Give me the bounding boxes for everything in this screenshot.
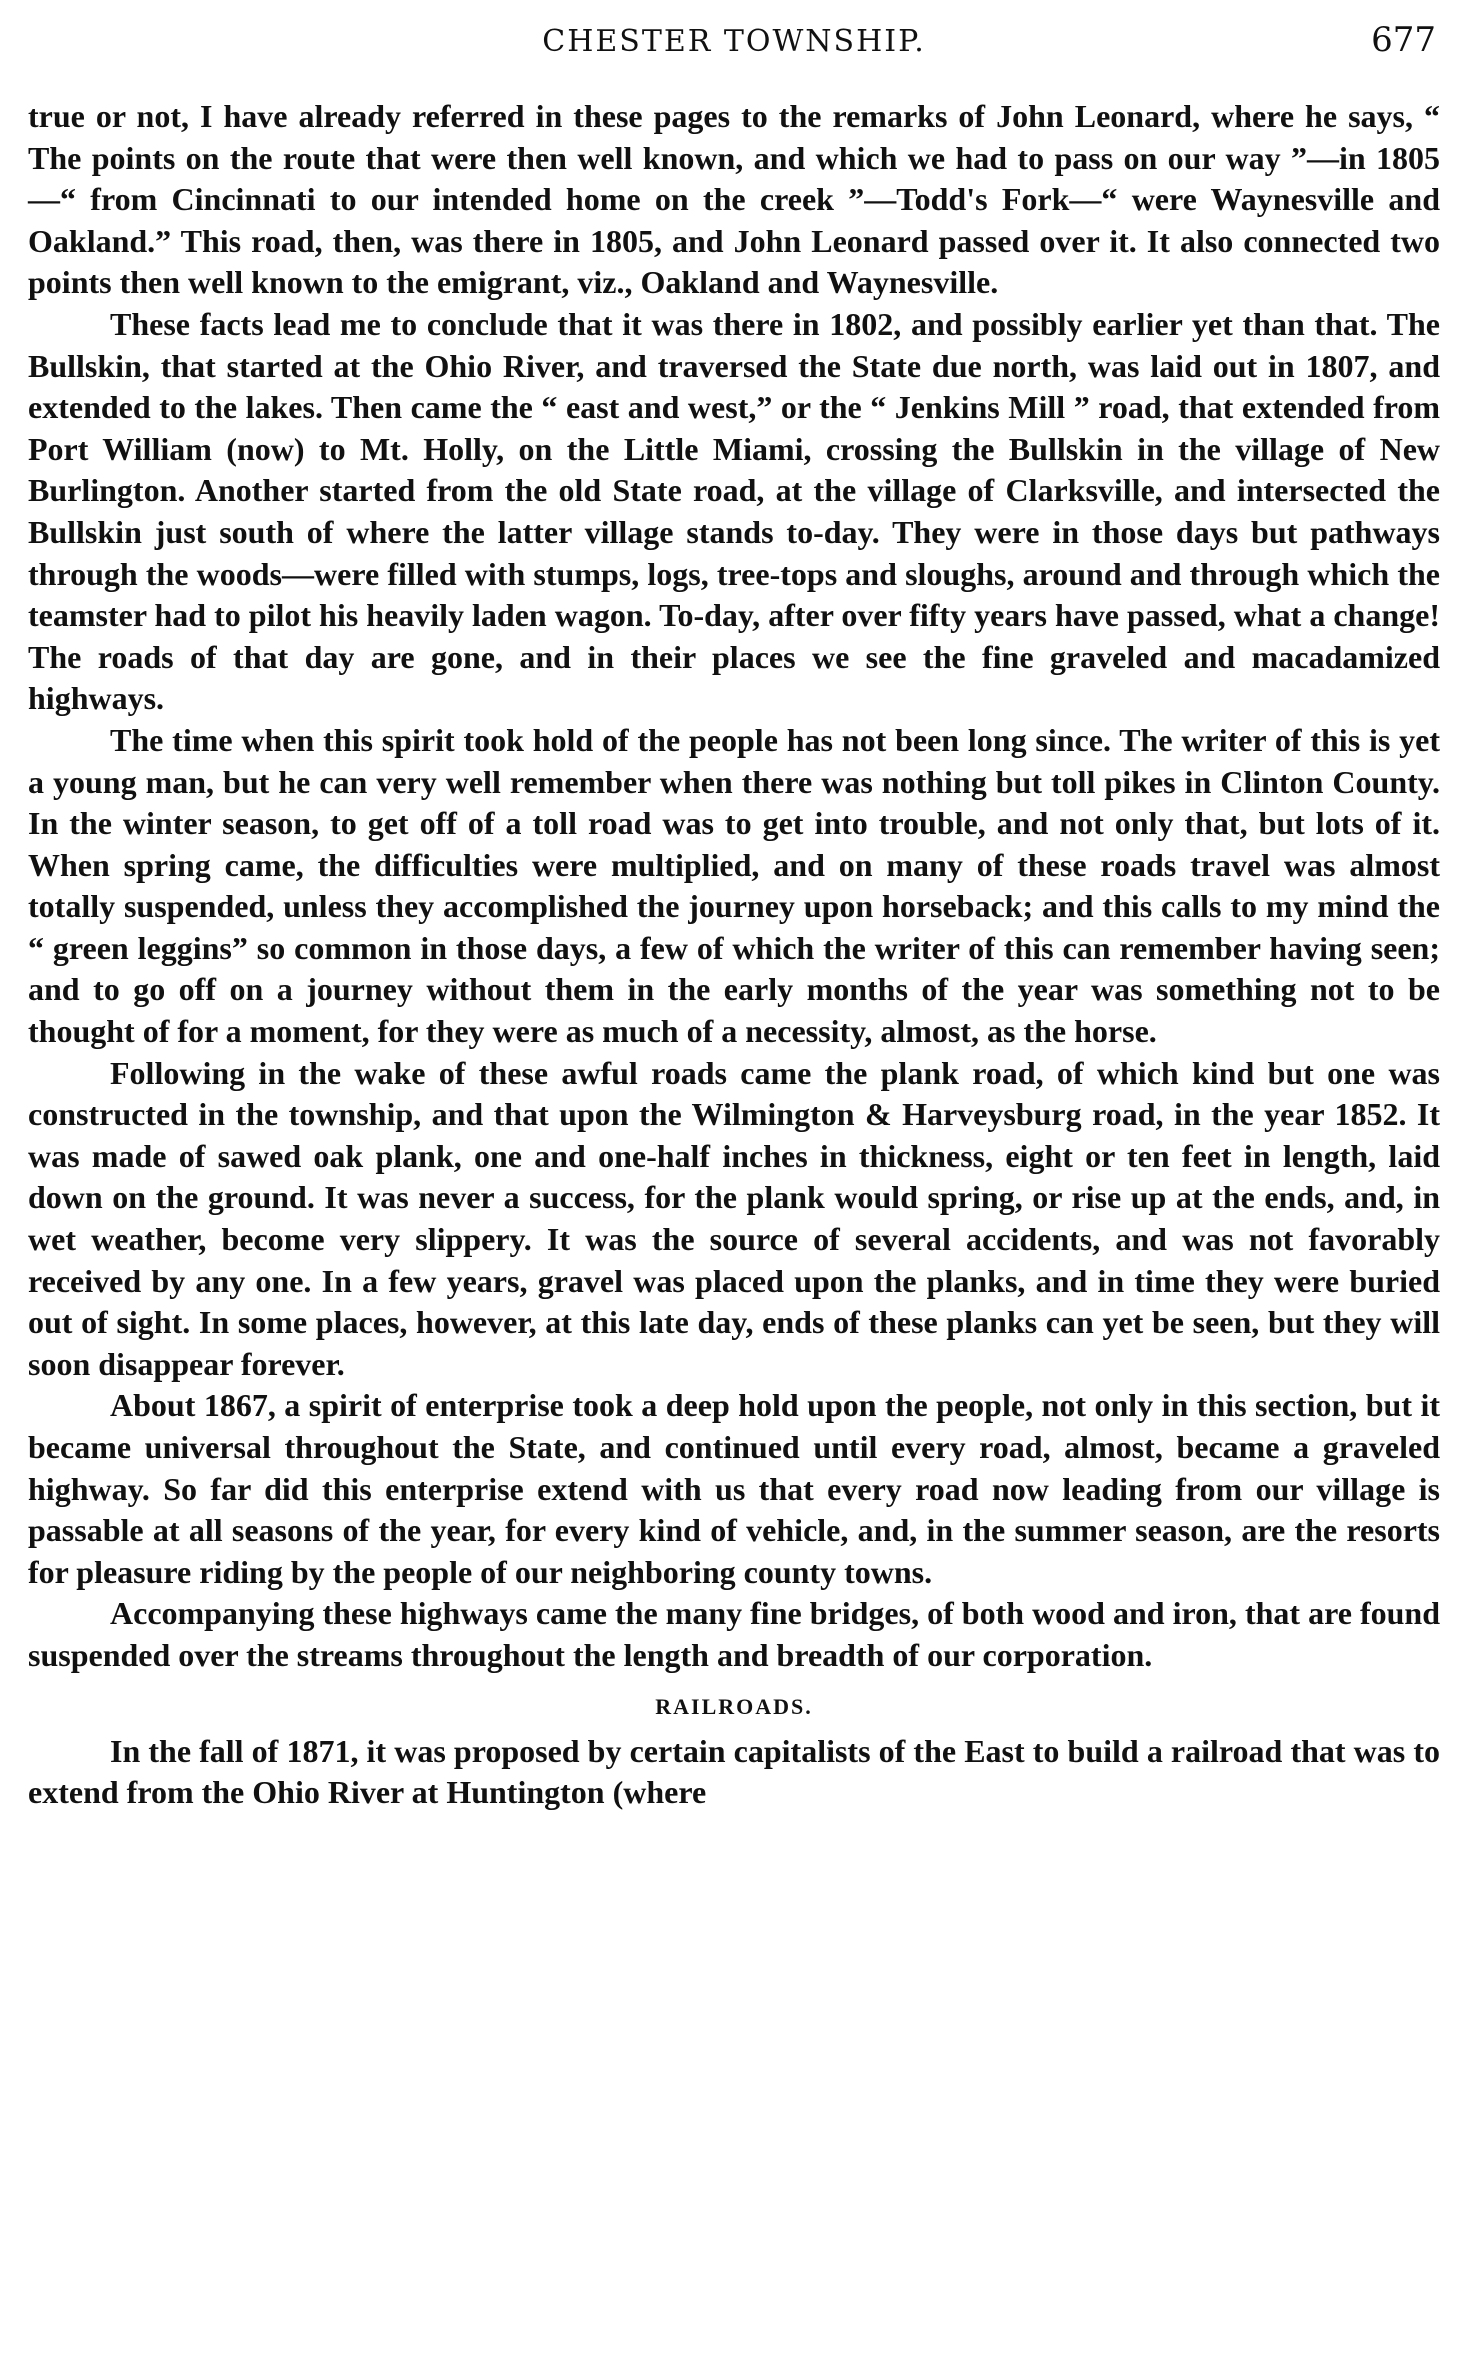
running-title: CHESTER TOWNSHIP. [542, 24, 926, 59]
paragraph-roads-history: These facts lead me to conclude that it was there in 1802, and possibly earlier yet than that. The Bullskin, that started at the Ohio River, and traversed the State due north, was laid out in 1807, and extended to the lakes. Then came the “ east and west,” or the “ Jenkins Mill ” road, that extended from Port William (now) to Mt. Holly, on the Little Miami, crossing the Bullskin in the village of New Burlington. Another started from the old State road, at the village of Clarksville, and intersected the Bullskin just south of where the latter village stands to-day. They were in those days but pathways through the woods—were filled with stumps, logs, tree-tops and sloughs, around and through which the teamster had to pilot his heavily laden wagon. To-day, after over fifty years have passed, what a change! The roads of that day are gone, and in their places we see the fine graveled and macadamized highways. [28, 305, 1440, 717]
running-head [28, 0, 1440, 96]
paragraph-graveled-highways: About 1867, a spirit of enterprise took a deep hold upon the people, not only in this section, but it became universal throughout the State, and continued until every road, almost, became a graveled highway. So far did this enterprise extend with us that every road now leading from our village is passable at all seasons of the year, for every kind of vehicle, and, in the summer season, are the resorts for pleasure riding by the people of our neighboring county towns. [28, 1387, 1440, 1590]
body-text [28, 96, 1440, 1814]
book-page [28, 0, 1440, 2368]
paragraph-toll-pikes: The time when this spirit took hold of the people has not been long since. The writer of this is yet a young man, but he can very well remember when there was nothing but toll pikes in Clinton County. In the winter season, to get off of a toll road was to get into trouble, and not only that, but lots of it. When spring came, the difficulties were multiplied, and on many of these roads travel was almost totally suspended, unless they accomplished the journey upon horseback; and this calls to my mind the “ green leggins” so common in those days, a few of which the writer of this can remember having seen; and to go off on a journey without them in the early months of the year was something not to be thought of for a moment, for they were as much of a necessity, almost, as the horse. [28, 721, 1440, 1050]
paragraph-bridges: Accompanying these highways came the many fine bridges, of both wood and iron, that are found suspended over the streams throughout the length and breadth of our corporation. [28, 1595, 1440, 1673]
paragraph-plank-road: Following in the wake of these awful roads came the plank road, of which kind but one was constructed in the township, and that upon the Wilmington & Harveysburg road, in the year 1852. It was made of sawed oak plank, one and one-half inches in thickness, eight or ten feet in length, laid down on the ground. It was never a success, for the plank would spring, or rise up at the ends, and, in wet weather, become very slippery. It was the source of several accidents, and was not favorably received by any one. In a few years, gravel was placed upon the planks, and in time they were buried out of sight. In some places, however, at this late day, ends of these planks can yet be seen, but they will soon disappear forever. [28, 1054, 1440, 1382]
section-heading-railroads: RAILROADS. [655, 1693, 813, 1719]
paragraph-railroads: In the fall of 1871, it was proposed by certain capitalists of the East to build a railroad that was to extend from the Ohio River at Huntington (where [28, 1732, 1440, 1811]
page-number: 677 [1371, 20, 1436, 60]
paragraph-continuation: true or not, I have already referred in these pages to the remarks of John Leonard, where he says, “ The points on the route that were then well known, and which we had to pass on our way ”—in 1805—“ from Cincinnati to our intended home on the creek ”—Todd's Fork—“ were Waynesville and Oakland.” This road, then, was there in 1805, and John Leonard passed over it. It also connected two points then well known to the emigrant, viz., Oakland and Waynesville. [28, 98, 1440, 301]
